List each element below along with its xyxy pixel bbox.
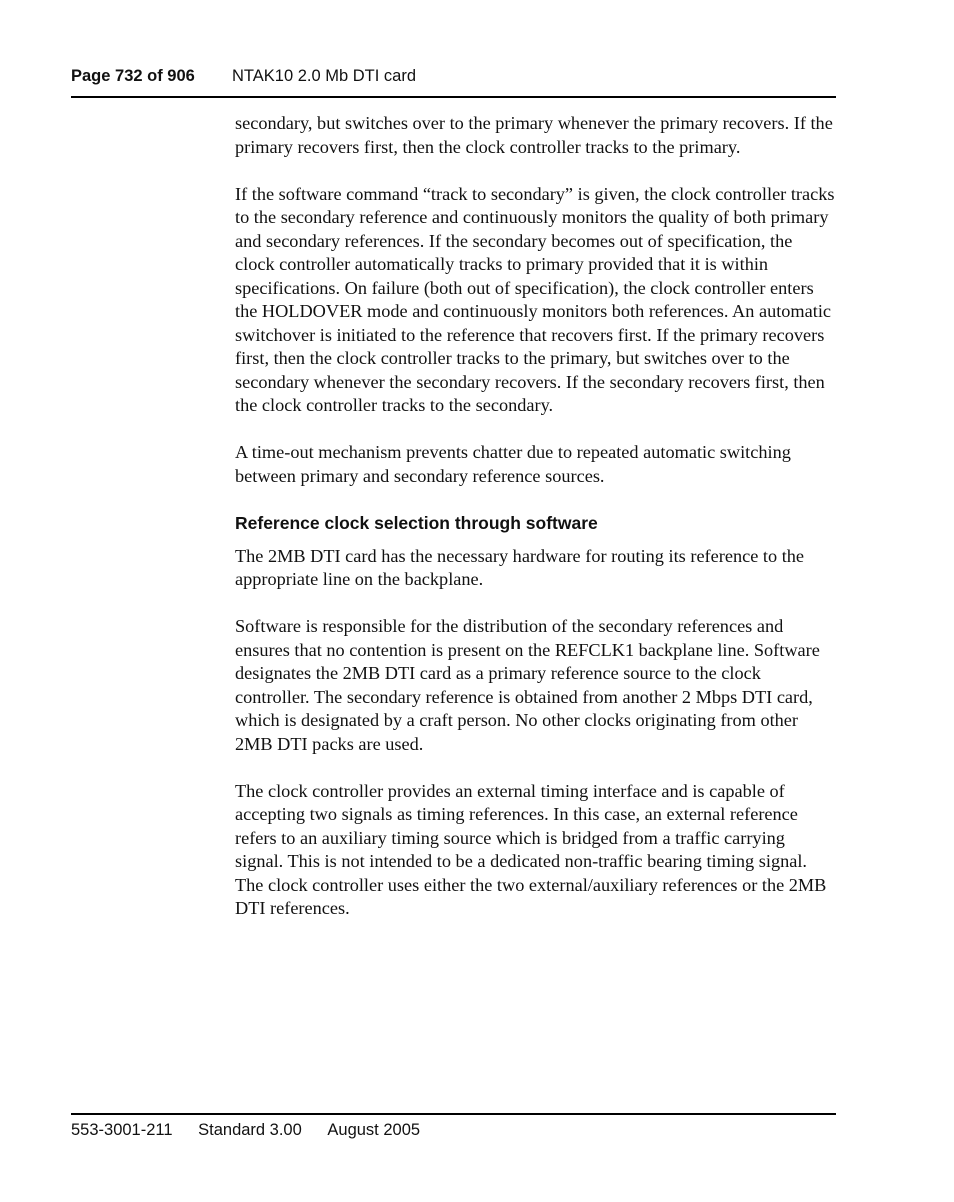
document-title: NTAK10 2.0 Mb DTI card	[232, 67, 417, 85]
page-number-label: Page 732 of 906	[71, 67, 195, 85]
page-body	[235, 112, 835, 944]
body-paragraph: A time-out mechanism prevents chatter due to repeated automatic switching between primary and secondary reference sources.	[235, 442, 791, 486]
section-heading: Reference clock selection through software	[235, 512, 598, 533]
page-footer	[71, 1113, 836, 1140]
body-paragraph: The clock controller provides an external timing interface and is capable of accepting two signals as timing references. In this case, an external reference refers to an auxiliary timing source which is bridged from a traffic carrying signal. This is not intended to be a dedicated non-traffic bearing timing signal. The clock controller uses either the two external/auxiliary references or the 2MB DTI references.	[235, 780, 827, 918]
document-number: 553-3001-211	[71, 1121, 173, 1139]
body-paragraph: The 2MB DTI card has the necessary hardware for routing its reference to the appropriate line on the backplane.	[235, 545, 805, 589]
body-paragraph: If the software command “track to secondary” is given, the clock controller tracks to the secondary reference and continuously monitors the quality of both primary and secondary references. If the secondary becomes out of specification, the clock controller automatically tracks to primary provided that it is within specifications. On failure (both out of specification), the clock controller enters the HOLDOVER mode and continuously monitors both references. An automatic switchover is initiated to the reference that recovers first. If the primary recovers first, then the clock controller tracks to the primary, but switches over to the secondary whenever the secondary recovers. If the secondary recovers first, then the clock controller tracks to the secondary.	[235, 183, 835, 415]
document-date: August 2005	[327, 1121, 421, 1139]
document-standard: Standard 3.00	[198, 1121, 302, 1139]
body-paragraph: Software is responsible for the distribution of the secondary references and ensures that no contention is present on the REFCLK1 backplane line. Software designates the 2MB DTI card as a primary reference source to the clock controller. The secondary reference is obtained from another 2 Mbps DTI card, which is designated by a craft person. No other clocks originating from other 2MB DTI packs are used.	[235, 616, 820, 754]
body-paragraph: secondary, but switches over to the primary whenever the primary recovers. If the primary recovers first, then the clock controller tracks to the primary.	[235, 113, 833, 157]
page-header	[71, 66, 836, 98]
